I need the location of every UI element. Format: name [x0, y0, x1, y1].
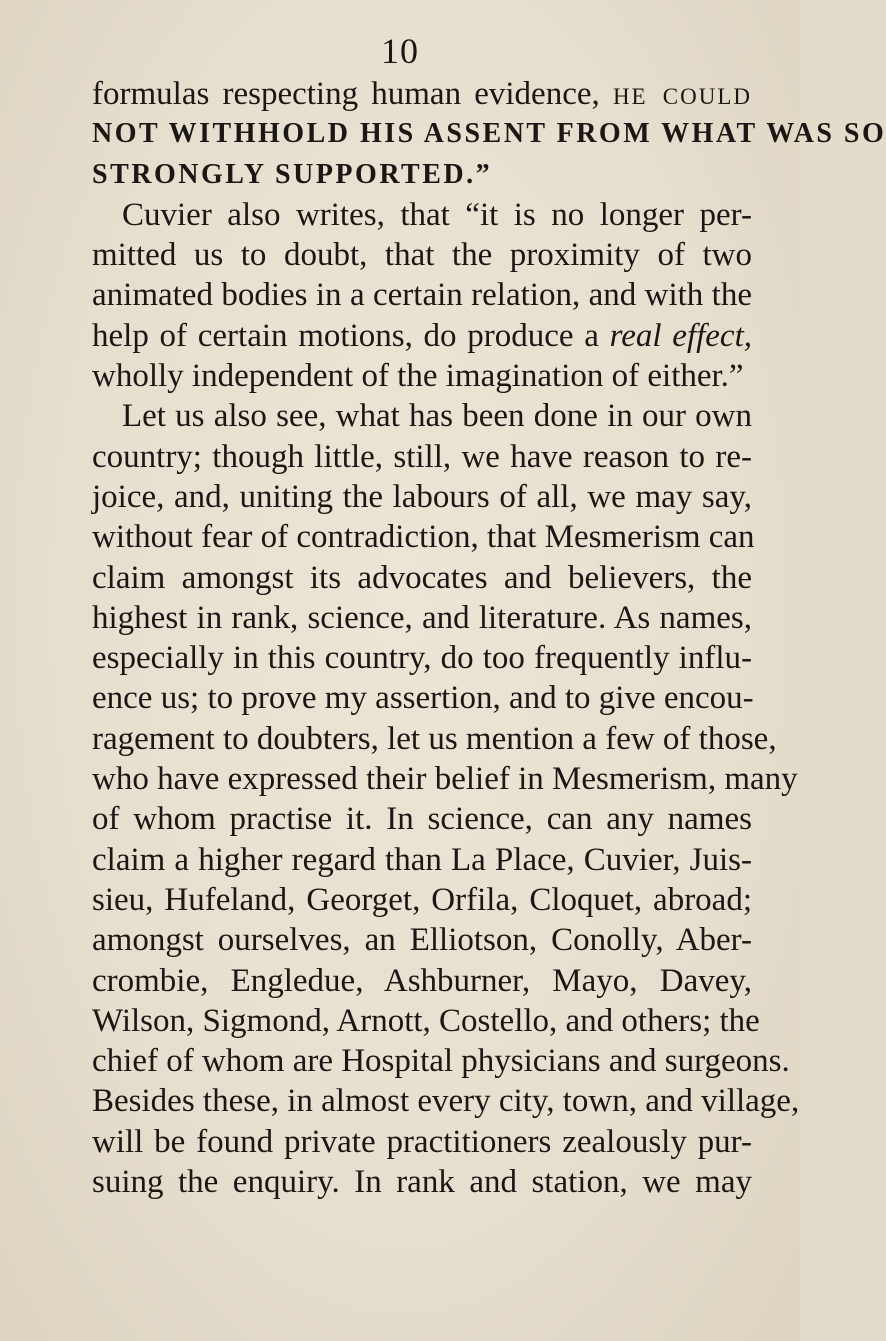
- text-line: highest in rank, science, and literature. As names,: [92, 599, 752, 636]
- paragraph-start-line: Cuvier also writes, that “it is no longer per-: [122, 196, 752, 233]
- text-line: animated bodies in a certain relation, and with the: [92, 277, 752, 314]
- text-line: country; though little, still, we have reason to re-: [92, 438, 752, 475]
- text-line: STRONGLY SUPPORTED.”: [92, 158, 493, 190]
- text-line: sieu, Hufeland, Georget, Orfila, Cloquet, abroad;: [92, 881, 752, 918]
- text-line: mitted us to doubt, that the proximity of two: [92, 237, 752, 274]
- text-line: ence us; to prove my assertion, and to give encou-: [92, 680, 754, 717]
- text-span: help of certain motions, do produce a: [92, 317, 610, 354]
- text-line: who have expressed their belief in Mesmerism, many: [92, 761, 798, 798]
- text-line: [92, 316, 752, 356]
- text-line: NOT WITHHOLD HIS ASSENT FROM WHAT WAS SO: [92, 118, 886, 150]
- text-line: wholly independent of the imagination of either.”: [92, 358, 744, 395]
- text-line: suing the enquiry. In rank and station, we may: [92, 1164, 752, 1201]
- italic-span: real effect,: [609, 317, 752, 354]
- text-line: chief of whom are Hospital physicians and surgeons.: [92, 1043, 790, 1080]
- text-line: ragement to doubters, let us mention a few of those,: [92, 720, 777, 757]
- text-line: of whom practise it. In science, can any names: [92, 801, 752, 838]
- text-line: especially in this country, do too frequently influ-: [92, 640, 752, 677]
- text-line: claim amongst its advocates and believers, the: [92, 559, 752, 596]
- text-line: [92, 74, 752, 114]
- text-line: Besides these, in almost every city, town, and village,: [92, 1083, 800, 1120]
- body-text: [92, 74, 886, 1202]
- small-caps-span: he could: [612, 76, 752, 112]
- text-span: formulas respecting human evidence,: [92, 76, 613, 112]
- text-line: amongst ourselves, an Elliotson, Conolly, Aber-: [92, 922, 752, 959]
- paragraph-start-line: Let us also see, what has been done in our own: [122, 398, 752, 435]
- text-line: claim a higher regard than La Place, Cuvier, Juis-: [92, 841, 752, 878]
- text-line: crombie, Engledue, Ashburner, Mayo, Davey,: [92, 962, 752, 999]
- page-number: 10: [381, 31, 419, 71]
- text-line: without fear of contradiction, that Mesmerism can: [92, 519, 755, 556]
- text-line: Wilson, Sigmond, Arnott, Costello, and others; the: [92, 1002, 760, 1039]
- text-line: joice, and, uniting the labours of all, we may say,: [92, 478, 752, 515]
- text-line: will be found private practitioners zealously pur-: [92, 1123, 752, 1160]
